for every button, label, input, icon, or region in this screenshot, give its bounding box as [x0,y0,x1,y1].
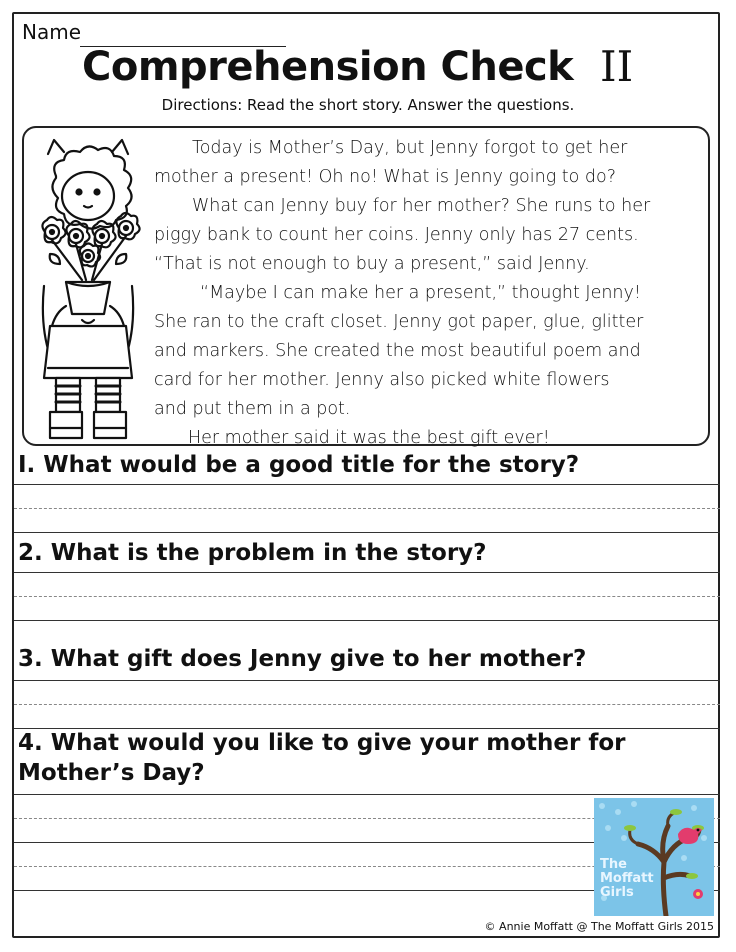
answer-midline [14,596,720,597]
answer-line[interactable] [14,484,720,485]
story-line: and markers. She created the most beautiful poem and [154,341,641,361]
answer-line[interactable] [14,680,720,681]
logo-text-line-2: Moffatt [600,871,654,886]
question-1: I. What would be a good title for the story? [18,452,580,478]
moffatt-girls-logo [594,798,714,916]
story-line: mother a present! Oh no! What is Jenny going to do? [154,167,616,187]
answer-line[interactable] [14,532,720,533]
story-line: “Maybe I can make her a present,” thought Jenny! [200,283,641,303]
question-4-line-2: Mother’s Day? [18,760,205,786]
logo-text-line-3: Girls [600,885,634,900]
answer-midline [14,704,720,705]
answer-line[interactable] [14,572,720,573]
page-title [82,44,573,90]
question-3: 3. What gift does Jenny give to her mother? [18,646,587,672]
answer-line[interactable] [14,620,720,621]
title-text: Comprehension Check [82,44,574,90]
question-2: 2. What is the problem in the story? [18,540,487,566]
story-line: Her mother said it was the best gift ever! [188,428,550,448]
answer-line[interactable] [14,728,720,729]
story-line: Today is Mother’s Day, but Jenny forgot to get her [192,138,628,158]
story-text [154,134,706,453]
story-line: “That is not enough to buy a present,” said Jenny. [154,254,590,274]
title-numeral: II [600,42,634,91]
story-line: card for her mother. Jenny also picked white flowers [154,370,610,390]
story-line: What can Jenny buy for her mother? She runs to her [192,196,651,216]
name-label: Name [22,20,82,44]
answer-line[interactable] [14,794,720,795]
directions-text: Directions: Read the short story. Answer the questions. [161,96,575,114]
story-line: and put them in a pot. [154,399,351,419]
girl-with-flowers-illustration [26,136,150,444]
story-line: piggy bank to count her coins. Jenny only has 27 cents. [154,225,639,245]
question-4-line-1: 4. What would you like to give your mother for [18,730,626,756]
story-line: She ran to the craft closet. Jenny got paper, glue, glitter [154,312,644,332]
copyright-text: © Annie Moffatt @ The Moffatt Girls 2015 [484,920,714,933]
logo-text-line-1: The [600,857,627,872]
answer-midline [14,508,720,509]
